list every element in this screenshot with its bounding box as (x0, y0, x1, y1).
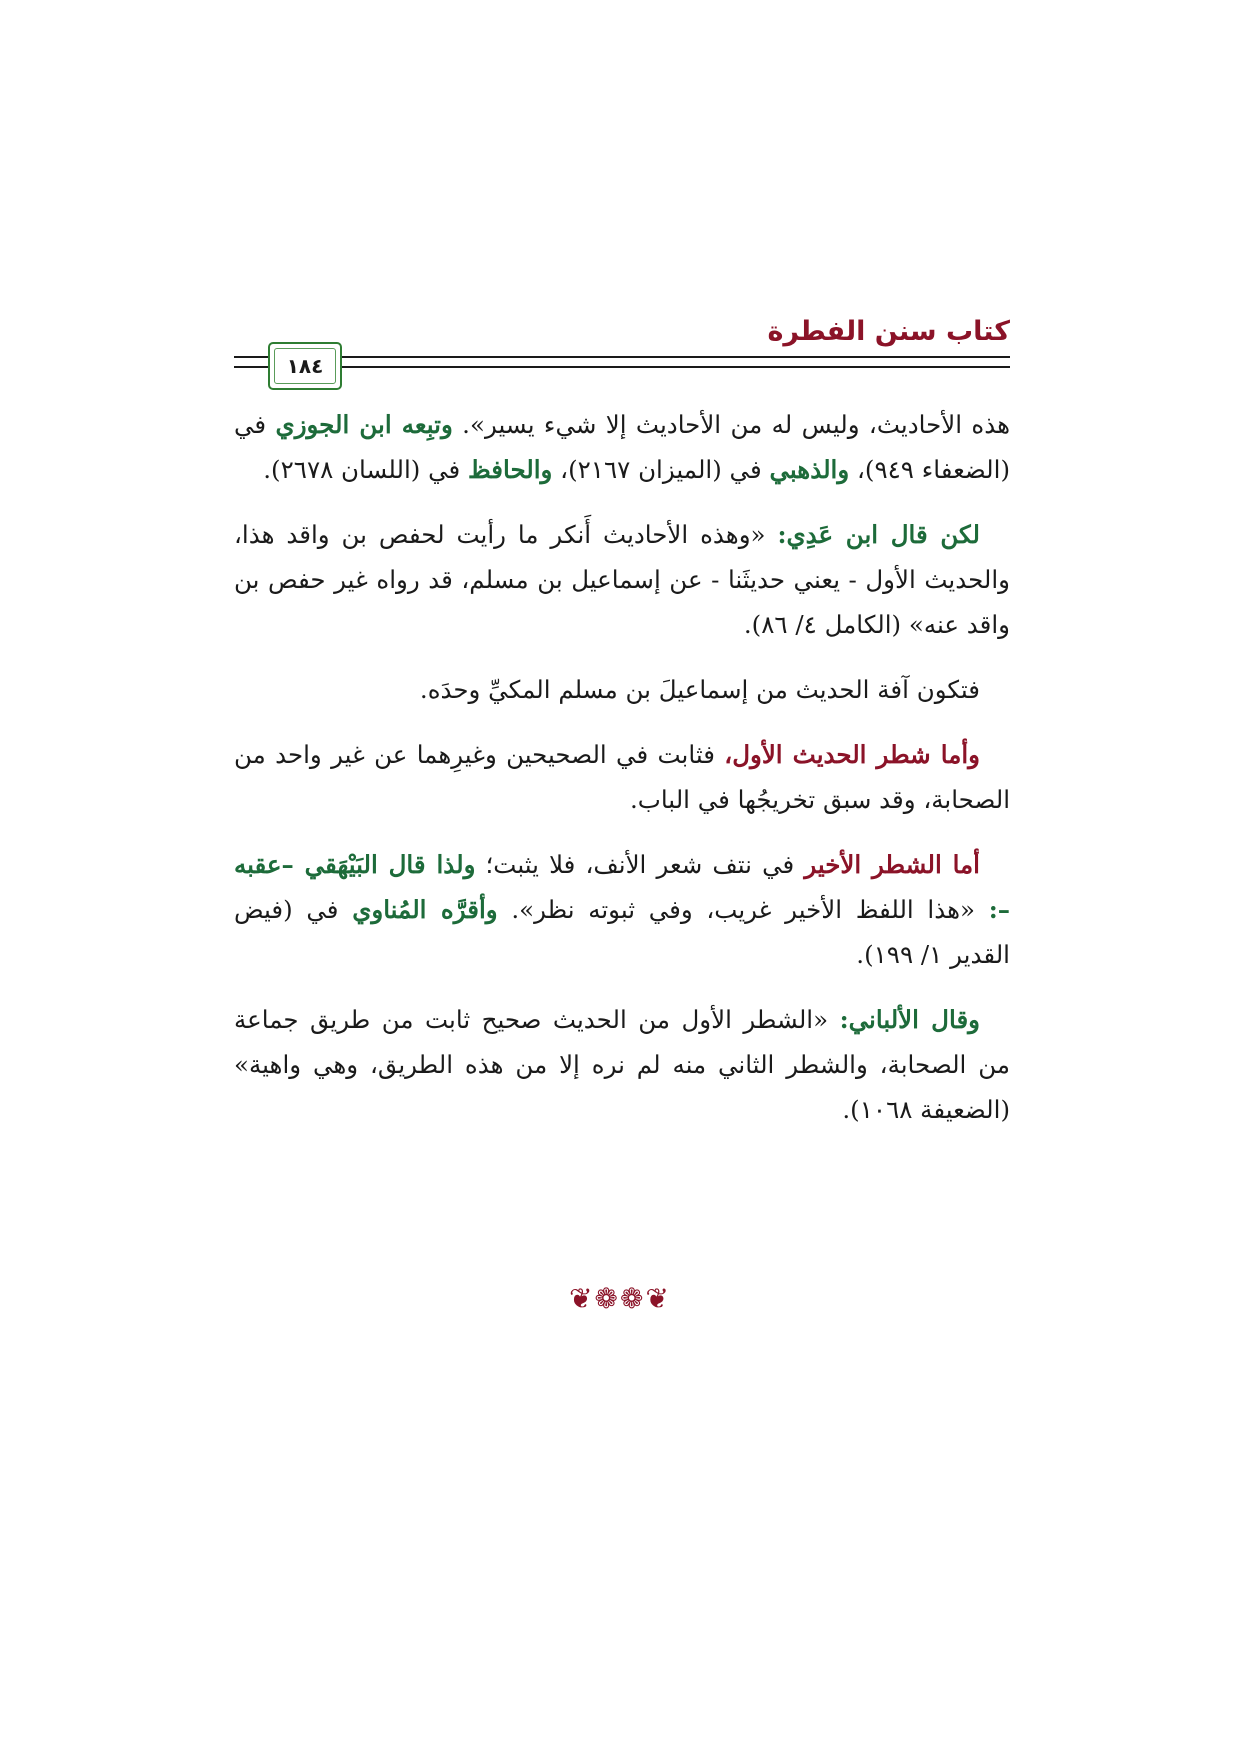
book-title: كتاب سنن الفطرة (767, 316, 1010, 347)
text-run: فتكون آفة الحديث من إسماعيلَ بن مسلم المكيِّ وحدَه. (419, 675, 980, 704)
paragraph (234, 997, 1010, 1132)
floral-divider-icon: ❦❁❁❦ (569, 1282, 671, 1315)
text-run: هذه الأحاديث، وليس له من الأحاديث إلا شيء يسير». (452, 410, 1010, 439)
highlighted-phrase: وتبِعه ابن الجوزي (275, 410, 453, 439)
text-run: في (الميزان ٢١٦٧)، (552, 455, 770, 484)
header-divider (234, 356, 1010, 368)
page-header (234, 312, 1010, 392)
paragraph (234, 402, 1010, 492)
paragraph (234, 667, 1010, 712)
highlighted-phrase: وأما شطر الحديث الأول، (724, 740, 980, 769)
text-run: «هذا اللفظ الأخير غريب، وفي ثبوته نظر». (497, 895, 989, 924)
highlighted-phrase: والذهبي (769, 455, 850, 484)
highlighted-phrase: ولذا قال البَيْهَقي –عقبه –: (234, 850, 1010, 924)
text-run: في (اللسان ٢٦٧٨). (263, 455, 469, 484)
highlighted-phrase: أما الشطر الأخير (804, 850, 980, 879)
highlighted-phrase: وأقرَّه المُناوي (352, 895, 498, 924)
page-number: ١٨٤ (286, 354, 324, 378)
highlighted-phrase: والحافظ (468, 455, 553, 484)
main-text (234, 402, 1010, 1132)
highlighted-phrase: لكن قال ابن عَدِي: (777, 520, 981, 549)
text-run: «الشطر الأول من الحديث صحيح ثابت من طريق جماعة من الصحابة، والشطر الثاني منه لم نره إلا من هذه الطريق، وهي واهية» (الضعيفة ١٠٦٨). (234, 1005, 1010, 1124)
page-number-badge (268, 342, 342, 390)
paragraph (234, 732, 1010, 822)
text-run: فثابت في الصحيحين وغيرِهما عن غير واحد من الصحابة، وقد سبق تخريجُها في الباب. (234, 740, 1010, 814)
text-run: في (الضعفاء ٩٤٩)، (234, 410, 1010, 484)
paragraph (234, 512, 1010, 647)
text-run: في نتف شعر الأنف، فلا يثبت؛ (475, 850, 805, 879)
text-run: «وهذه الأحاديث أَنكر ما رأيت لحفص بن واقد هذا، والحديث الأول - يعني حديثَنا - عن إسماعيل بن مسلم، قد رواه غير حفص بن واقد عنه» (الكامل ٤/ ٨٦). (234, 520, 1010, 639)
text-run: في (فيض القدير ١/ ١٩٩). (234, 895, 1010, 969)
highlighted-phrase: وقال الألباني: (839, 1005, 980, 1034)
paragraph (234, 842, 1010, 977)
